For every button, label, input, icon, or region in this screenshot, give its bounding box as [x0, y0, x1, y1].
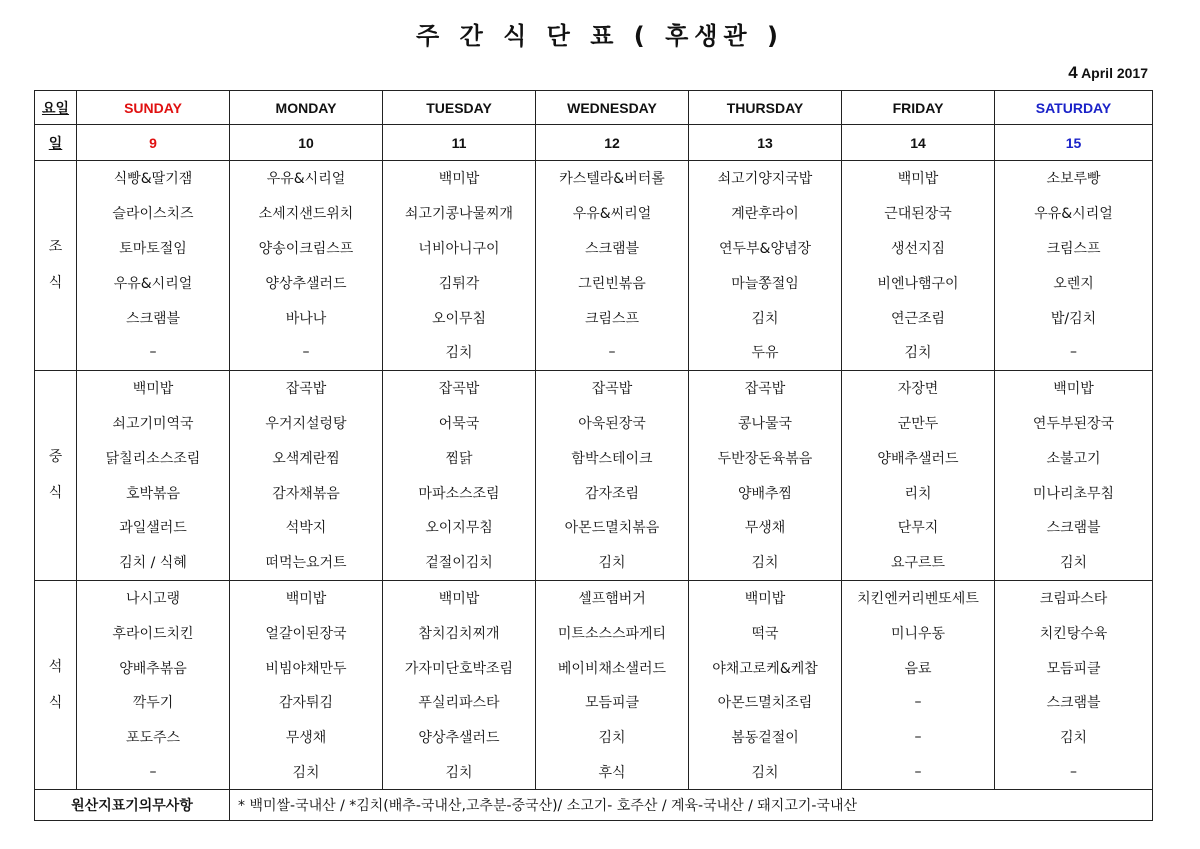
menu-item: 오이무침 [383, 300, 536, 335]
menu-item: 백미밥 [383, 580, 536, 615]
menu-item: 스크램블 [1046, 520, 1101, 537]
weekday-sunday: SUNDAY [77, 91, 230, 125]
dinner-label-char: 식 [48, 694, 63, 711]
menu-item: 잡곡밥 [536, 370, 689, 405]
menu-item: 감자채볶음 [230, 475, 383, 510]
dinner-row [35, 755, 1153, 790]
menu-item: 스크램블 [536, 231, 689, 266]
menu-item: 김치 [689, 545, 842, 580]
weekday-saturday: SATURDAY [995, 91, 1153, 125]
date-day: 4 [1068, 63, 1078, 82]
menu-item: 연근조림 [842, 300, 995, 335]
menu-item: 단무지 [842, 510, 995, 545]
menu-item: 모듬피클 [536, 685, 689, 720]
weekday-thursday: THURSDAY [689, 91, 842, 125]
menu-item: 얼갈이된장국 [230, 615, 383, 650]
breakfast-row [35, 265, 1153, 300]
menu-item: 연두부&양념장 [689, 231, 842, 266]
menu-item: 오이지무침 [383, 510, 536, 545]
menu-item: – [842, 755, 995, 790]
menu-item: 쇠고기미역국 [77, 406, 230, 441]
dinner-label-char: 석 [48, 658, 63, 675]
menu-item: 과일샐러드 [77, 510, 230, 545]
menu-item: 군만두 [842, 406, 995, 441]
menu-item: 양상추샐러드 [230, 265, 383, 300]
menu-item: 스크램블 [77, 300, 230, 335]
menu-item: – [230, 335, 383, 370]
menu-item: 백미밥 [383, 161, 536, 196]
menu-item: 양배추찜 [689, 475, 842, 510]
dinner-row [35, 720, 1153, 755]
weekday-monday: MONDAY [230, 91, 383, 125]
lunch-row [35, 440, 1153, 475]
menu-item: 비엔나햄구이 [842, 265, 995, 300]
breakfast-label-char: 조 [48, 239, 63, 256]
lunch-row [35, 510, 1153, 545]
menu-item: 김치 / 식혜 [77, 545, 230, 580]
menu-item: 너비아니구이 [383, 231, 536, 266]
menu-item: 쇠고기콩나물찌개 [383, 196, 536, 231]
menu-item: 후식 [536, 755, 689, 790]
lunch-row [35, 370, 1153, 405]
menu-item: 겉절이김치 [383, 545, 536, 580]
menu-item: 양배추샐러드 [842, 440, 995, 475]
menu-item: 근대된장국 [842, 196, 995, 231]
menu-item: 오색계란찜 [230, 440, 383, 475]
menu-item: 백미밥 [689, 580, 842, 615]
menu-item: 양상추샐러드 [383, 720, 536, 755]
menu-item: 우유&시리얼 [230, 161, 383, 196]
menu-item: 비빔야채만두 [230, 650, 383, 685]
menu-item: 김치 [842, 335, 995, 370]
menu-item: 리치 [842, 475, 995, 510]
lunch-row [35, 545, 1153, 580]
menu-item: 카스텔라&버터롤 [536, 161, 689, 196]
menu-item: 김튀각 [383, 265, 536, 300]
menu-item: 우거지설렁탕 [230, 406, 383, 441]
menu-item: 무생채 [689, 510, 842, 545]
menu-item: 김치 [383, 335, 536, 370]
menu-item: 어묵국 [383, 406, 536, 441]
menu-item: 김치 [689, 300, 842, 335]
breakfast-row [35, 231, 1153, 266]
menu-item: 소보루빵 [1046, 171, 1101, 188]
menu-item: 떠먹는요거트 [230, 545, 383, 580]
menu-item: 오렌지 [1053, 275, 1094, 292]
menu-item: 참치김치찌개 [383, 615, 536, 650]
menu-item: 크림스프 [1046, 240, 1101, 257]
menu-item: 백미밥 [230, 580, 383, 615]
menu-item: 크림스프 [536, 300, 689, 335]
menu-item: 깍두기 [77, 685, 230, 720]
date-tuesday: 11 [383, 125, 536, 161]
menu-item: 야채고로케&케찹 [689, 650, 842, 685]
menu-item: 요구르트 [842, 545, 995, 580]
weekday-friday: FRIDAY [842, 91, 995, 125]
weekly-menu-table [34, 90, 1153, 821]
menu-item: 미트소스스파게티 [536, 615, 689, 650]
menu-item: 찜닭 [383, 440, 536, 475]
date-friday: 14 [842, 125, 995, 161]
menu-date [1068, 63, 1148, 83]
menu-item: 감자튀김 [230, 685, 383, 720]
menu-item: 베이비채소샐러드 [536, 650, 689, 685]
menu-item: 나시고랭 [77, 580, 230, 615]
menu-item: – [995, 335, 1153, 370]
menu-item: 아몬드멸치볶음 [536, 510, 689, 545]
menu-item: 셀프햄버거 [536, 580, 689, 615]
dinner-row [35, 685, 1153, 720]
menu-item: 소세지샌드위치 [230, 196, 383, 231]
menu-item: 잡곡밥 [230, 370, 383, 405]
menu-item: – [77, 755, 230, 790]
menu-item: 봄동겉절이 [689, 720, 842, 755]
breakfast-row [35, 335, 1153, 370]
menu-item: 잡곡밥 [689, 370, 842, 405]
origin-notice-row [35, 790, 1153, 821]
dinner-row [35, 580, 1153, 615]
lunch-label-char: 중 [48, 449, 63, 466]
weekday-label: 요일 [35, 91, 77, 125]
menu-item: 밥/김치 [1050, 310, 1097, 327]
menu-item: 호박볶음 [77, 475, 230, 510]
menu-item: 두반장돈육볶음 [689, 440, 842, 475]
menu-item: 잡곡밥 [383, 370, 536, 405]
menu-item: 그린빈볶음 [536, 265, 689, 300]
menu-item: 감자조림 [536, 475, 689, 510]
menu-item: 닭칠리소스조림 [77, 440, 230, 475]
menu-item: 백미밥 [842, 161, 995, 196]
breakfast-row [35, 300, 1153, 335]
menu-item: – [842, 685, 995, 720]
menu-item: 김치 [536, 720, 689, 755]
weekday-wednesday: WEDNESDAY [536, 91, 689, 125]
weekday-header-row [35, 91, 1153, 125]
date-thursday: 13 [689, 125, 842, 161]
menu-item: 양배추볶음 [77, 650, 230, 685]
breakfast-row [35, 161, 1153, 196]
menu-item: 양송이크림스프 [230, 231, 383, 266]
menu-item: 토마토절임 [77, 231, 230, 266]
menu-item: 김치 [689, 755, 842, 790]
menu-item: 치킨엔커리벤또세트 [842, 580, 995, 615]
menu-item: 포도주스 [77, 720, 230, 755]
menu-item: 떡국 [689, 615, 842, 650]
origin-notice-label: 원산지표기의무사항 [35, 790, 230, 821]
menu-item: 소불고기 [1046, 450, 1101, 467]
menu-item: 우유&시리얼 [1034, 206, 1113, 223]
day-label: 일 [35, 125, 77, 161]
menu-item: 아몬드멸치조림 [689, 685, 842, 720]
menu-item: 음료 [842, 650, 995, 685]
menu-item: 우유&시리얼 [77, 265, 230, 300]
menu-item: 식빵&딸기잼 [77, 161, 230, 196]
menu-item: 함박스테이크 [536, 440, 689, 475]
menu-item: 김치 [995, 545, 1153, 580]
date-sunday: 9 [77, 125, 230, 161]
menu-item: 백미밥 [77, 370, 230, 405]
menu-item: 마늘쫑절임 [689, 265, 842, 300]
lunch-row [35, 475, 1153, 510]
lunch-section-label [35, 370, 77, 580]
menu-item: 우유&씨리얼 [536, 196, 689, 231]
date-wednesday: 12 [536, 125, 689, 161]
menu-item: 푸실리파스타 [383, 685, 536, 720]
menu-item: 김치 [536, 545, 689, 580]
menu-item: 마파소스조림 [383, 475, 536, 510]
menu-item: 연두부된장국 [1032, 415, 1115, 432]
lunch-row [35, 406, 1153, 441]
origin-notice-text: * 백미쌀-국내산 / *김치(배추-국내산,고추분-중국산)/ 소고기- 호주산 / 계육-국내산 / 돼지고기-국내산 [230, 790, 1153, 821]
dinner-row [35, 615, 1153, 650]
menu-item: 계란후라이 [689, 196, 842, 231]
menu-item: 생선지짐 [842, 231, 995, 266]
menu-item: 석박지 [230, 510, 383, 545]
menu-item: 가자미단호박조림 [383, 650, 536, 685]
menu-item: 김치 [1059, 730, 1088, 747]
menu-item: 김치 [383, 755, 536, 790]
menu-item: 슬라이스치즈 [77, 196, 230, 231]
lunch-label-char: 식 [48, 485, 63, 502]
menu-item: 두유 [689, 335, 842, 370]
menu-item: 백미밥 [1053, 381, 1094, 398]
date-header-row [35, 125, 1153, 161]
menu-item: 모듬피클 [1046, 660, 1101, 677]
dinner-row [35, 650, 1153, 685]
menu-item: – [536, 335, 689, 370]
menu-item: – [77, 335, 230, 370]
menu-item: 크림파스타 [1039, 590, 1108, 607]
page-title: 주 간 식 단 표 ( 후생관 ) [416, 22, 784, 50]
date-monday: 10 [230, 125, 383, 161]
menu-item: 바나나 [230, 300, 383, 335]
menu-item: 미나리초무침 [1032, 485, 1115, 502]
menu-item: 치킨탕수육 [1039, 625, 1108, 642]
date-month-year: April 2017 [1081, 65, 1148, 81]
menu-item: 무생채 [230, 720, 383, 755]
menu-item: 콩나물국 [689, 406, 842, 441]
breakfast-label-char: 식 [48, 275, 63, 292]
menu-item: 김치 [230, 755, 383, 790]
menu-item: 자장면 [842, 370, 995, 405]
date-saturday: 15 [995, 125, 1153, 161]
menu-item: 후라이드치킨 [77, 615, 230, 650]
weekday-tuesday: TUESDAY [383, 91, 536, 125]
breakfast-section-label [35, 161, 77, 371]
menu-item: 쇠고기양지국밥 [689, 161, 842, 196]
menu-item: 스크램블 [1046, 695, 1101, 712]
menu-item: 미니우동 [842, 615, 995, 650]
menu-item: – [995, 755, 1153, 790]
menu-item: – [842, 720, 995, 755]
dinner-section-label [35, 580, 77, 790]
breakfast-row [35, 196, 1153, 231]
menu-item: 아욱된장국 [536, 406, 689, 441]
